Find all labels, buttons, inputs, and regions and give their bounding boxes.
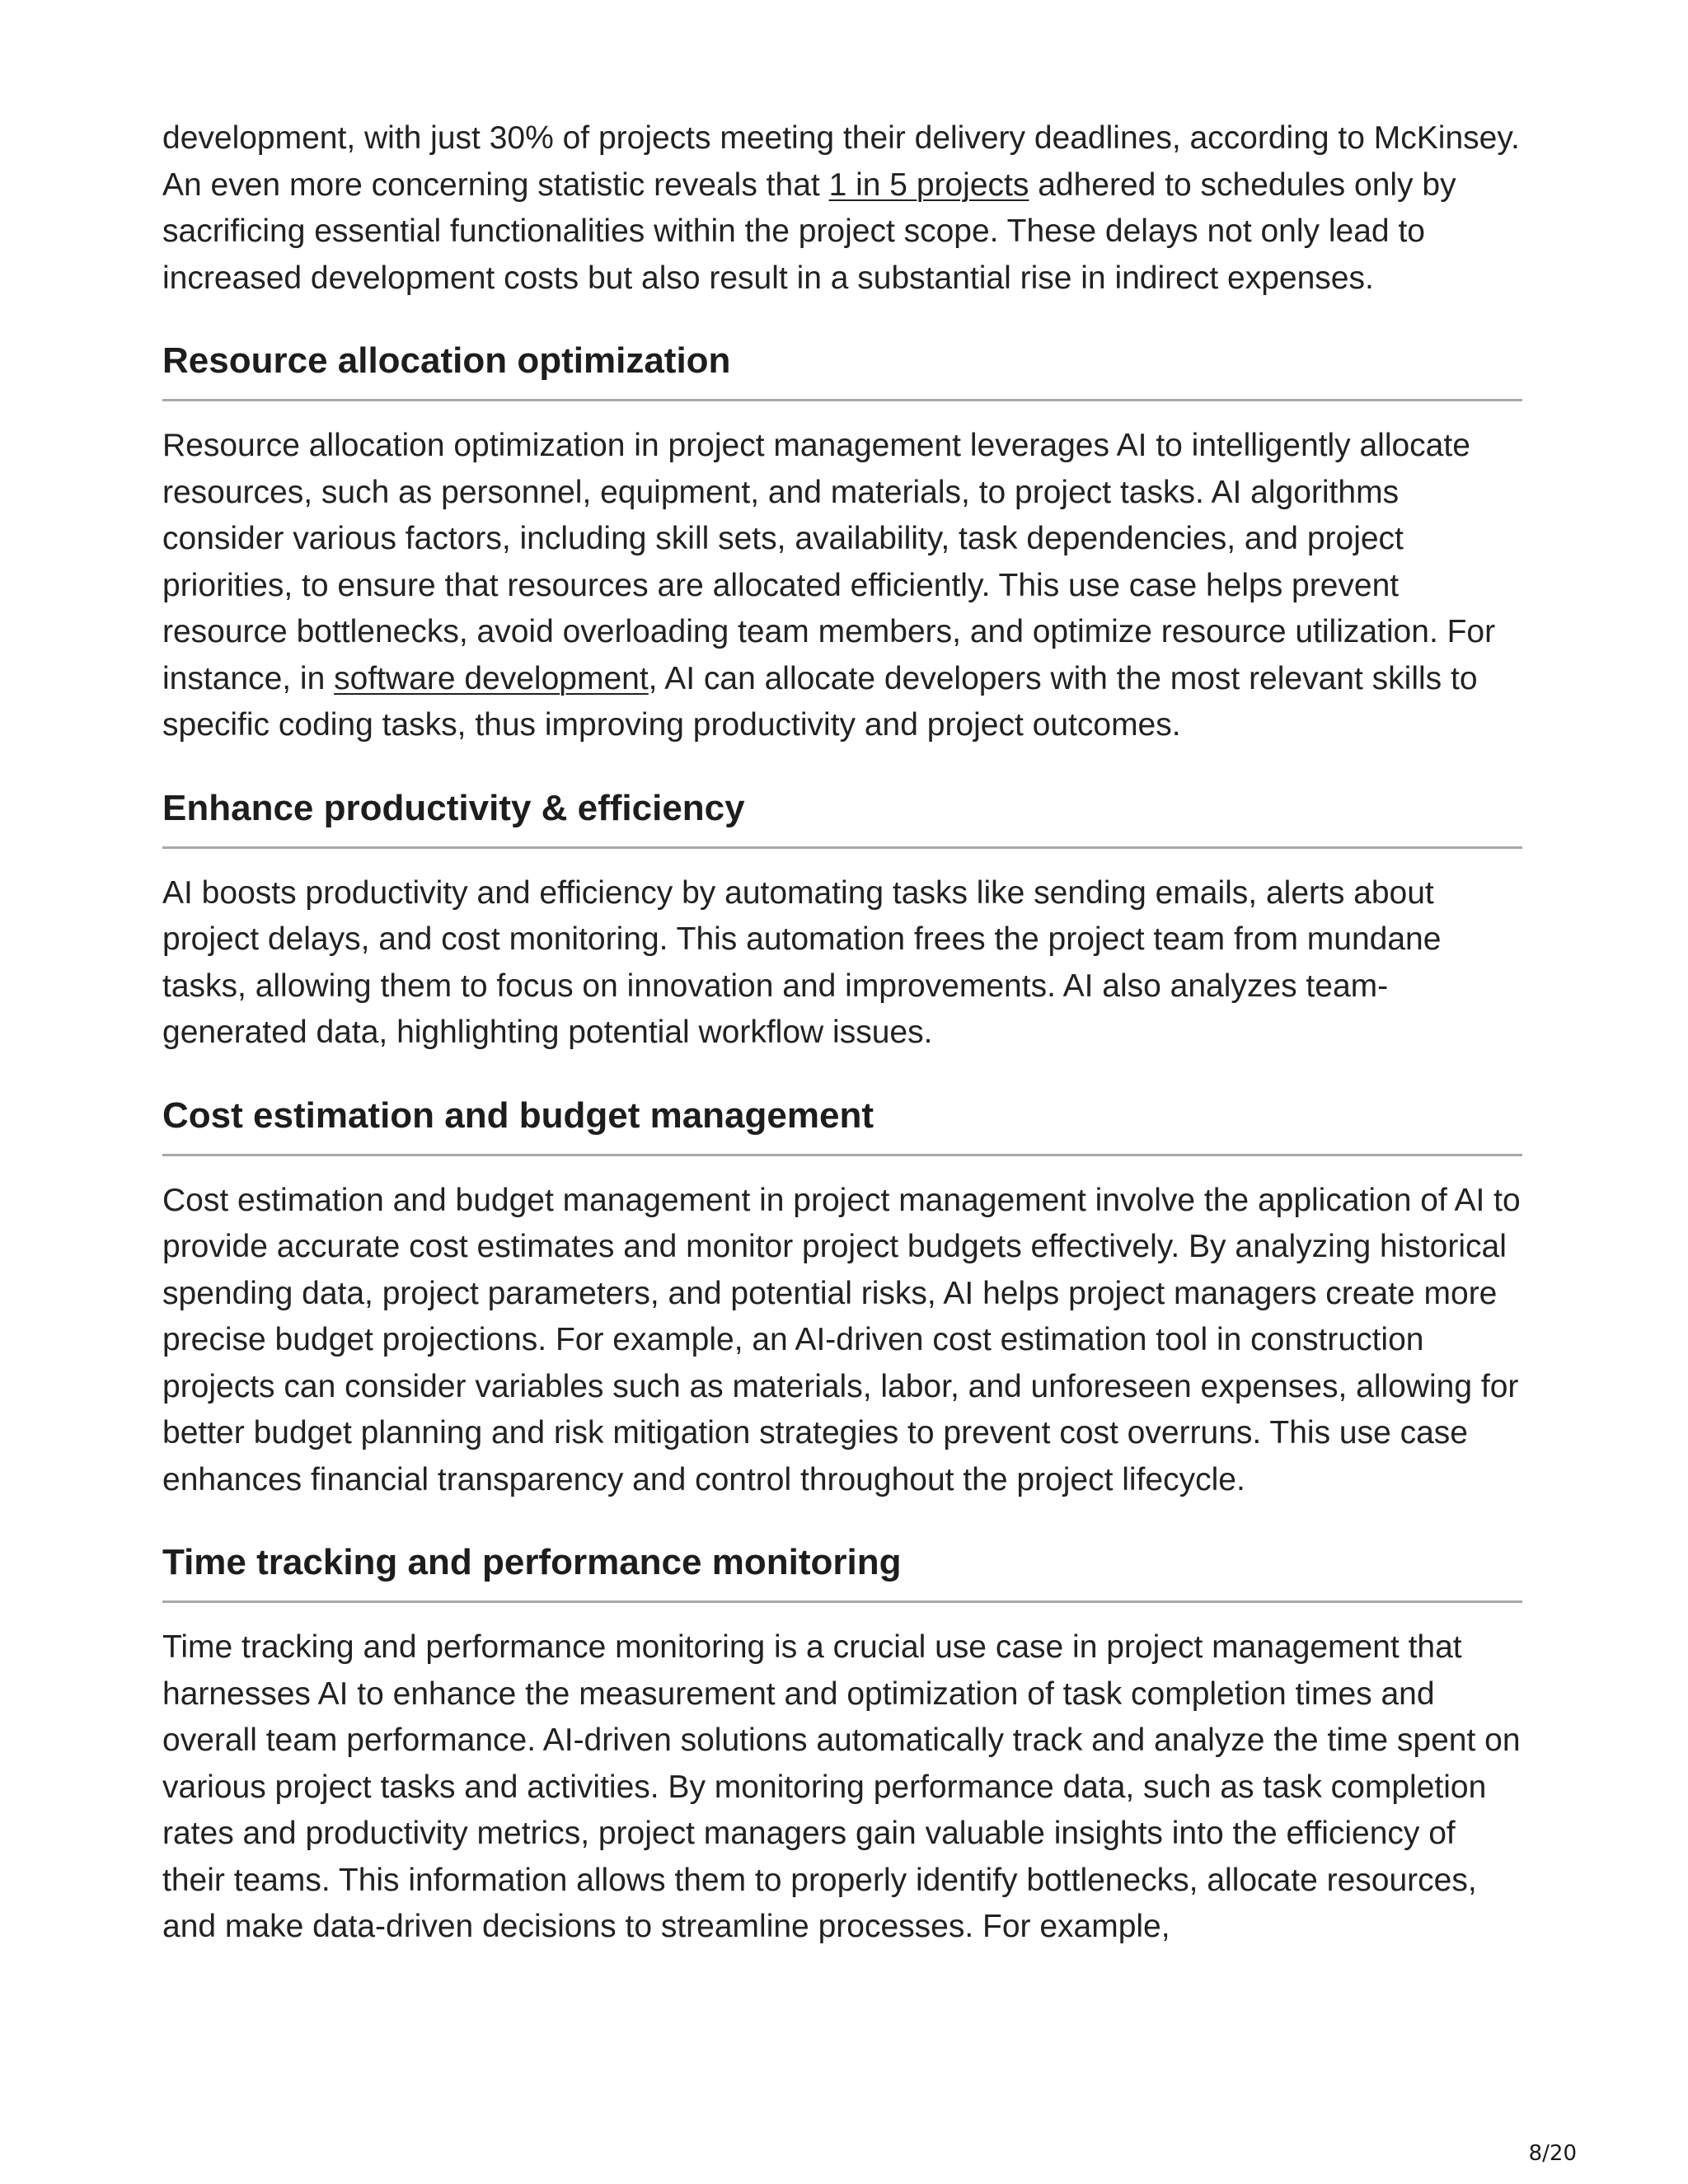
section-time-tracking	[162, 1540, 1522, 1951]
document-page	[162, 115, 1522, 1951]
section-heading: Time tracking and performance monitoring	[162, 1540, 1522, 1603]
section-heading: Cost estimation and budget management	[162, 1093, 1522, 1156]
intro-text-end: adhered to schedules only by sacrificing essential functionalities within the project scope. These delays not only lead to increased development costs but also result in a substantial rise in indirect expenses.	[162, 166, 1456, 296]
section-paragraph: Time tracking and performance monitoring is a crucial use case in project management that harnesses AI to enhance the measurement and optimization of task completion times and overall team performance. AI-driven solutions automatically track and analyze the time spent on various project tasks and activities. By monitoring performance data, such as task completion rates and productivity metrics, project managers gain valuable insights into the efficiency of their teams. This information allows them to properly identify bottlenecks, allocate resources, and make data-driven decisions to streamline processes. For example,	[162, 1629, 1521, 1944]
section-paragraph: AI boosts productivity and efficiency by automating tasks like sending emails, alerts about project delays, and cost monitoring. This automation frees the project team from mundane tasks, allowing them to focus on innovation and improvements. AI also analyzes team-generated data, highlighting potential workflow issues.	[162, 874, 1442, 1050]
section-cost-estimation	[162, 1093, 1522, 1504]
link-1-in-5-projects[interactable]: 1 in 5 projects	[828, 166, 1029, 203]
page-number: 8/20	[1528, 2141, 1577, 2166]
intro-text-start: development, with just 30% of projects meeting their delivery deadlines, according to McKinsey. An even more concerning statistic reveals that	[162, 120, 1520, 203]
link-software-development[interactable]: software development	[334, 660, 649, 696]
intro-paragraph	[162, 115, 1522, 302]
section-resource-allocation	[162, 338, 1522, 749]
section-paragraph	[162, 423, 1522, 749]
section-heading: Enhance productivity & efficiency	[162, 785, 1522, 849]
paragraph-text-end: , AI can allocate developers with the most relevant skills to specific coding tasks, thus improving productivity and project outcomes.	[162, 660, 1478, 743]
paragraph-text-start: Resource allocation optimization in project management leverages AI to intelligently allocate resources, such as personnel, equipment, and materials, to project tasks. AI algorithms consider various factors, including skill sets, availability, task dependencies, and project priorities, to ensure that resources are allocated efficiently. This use case helps prevent resource bottlenecks, avoid overloading team members, and optimize resource utilization. For instance, in	[162, 428, 1496, 696]
section-paragraph: Cost estimation and budget management in project management involve the application of AI to provide accurate cost estimates and monitor project budgets effectively. By analyzing historical spending data, project parameters, and potential risks, AI helps project managers create more precise budget projections. For example, an AI-driven cost estimation tool in construction projects can consider variables such as materials, labor, and unforeseen expenses, allowing for better budget planning and risk mitigation strategies to prevent cost overruns. This use case enhances financial transparency and control throughout the project lifecycle.	[162, 1182, 1521, 1497]
section-productivity-efficiency	[162, 785, 1522, 1057]
section-heading: Resource allocation optimization	[162, 338, 1522, 401]
